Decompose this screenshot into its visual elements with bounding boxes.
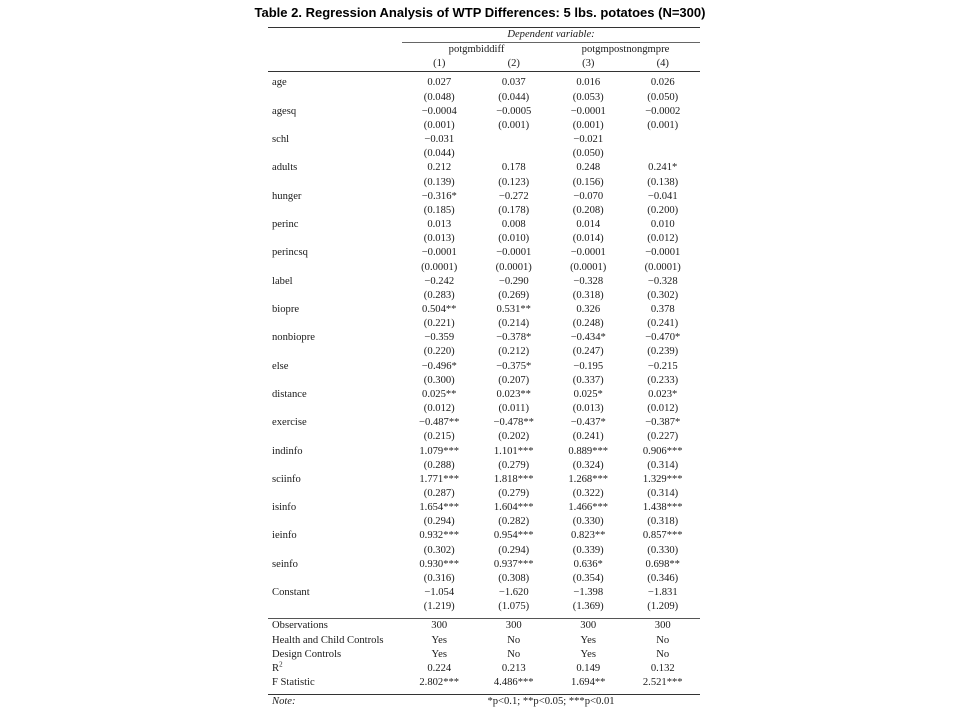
variable-label: else <box>272 360 289 372</box>
statistic-label <box>268 648 402 662</box>
statistic-row <box>268 648 700 662</box>
coefficient-cell: −0.0001 <box>496 247 532 259</box>
coefficient-cell: 0.212 <box>427 162 452 174</box>
coefficient-cell: 0.014 <box>576 219 601 231</box>
standard-error-cell: (0.123) <box>498 176 530 188</box>
statistic-label <box>268 662 402 676</box>
variable-label: nonbiopre <box>272 332 315 344</box>
coefficient-cell: −0.375* <box>496 360 532 372</box>
coefficient-row <box>268 445 700 459</box>
variable-label: label <box>272 275 293 287</box>
coefficient-cell: −0.328 <box>573 275 604 287</box>
statistic-label-text: F Statistic <box>272 677 315 689</box>
coefficient-cell: −0.437* <box>570 417 606 429</box>
significance-note: *p<0.1; **p<0.05; ***p<0.01 <box>402 695 700 710</box>
coefficient-row <box>268 529 700 543</box>
coefficient-cell <box>626 133 701 147</box>
standard-error-cell: (0.001) <box>647 119 679 131</box>
coefficient-cell: 0.025** <box>422 388 457 400</box>
standard-error-cell: (0.308) <box>498 572 530 584</box>
coefficient-cell: −0.021 <box>573 134 604 146</box>
dependent-name-1: potgmbiddiff <box>448 44 505 56</box>
header-blank <box>268 43 402 58</box>
standard-error-cell: (1.075) <box>498 601 530 613</box>
statistic-value: 0.132 <box>650 662 675 674</box>
coefficient-cell: 0.954*** <box>493 530 534 542</box>
standard-error-row <box>268 374 700 388</box>
variable-label: perinc <box>272 219 299 231</box>
coefficient-cell: 0.178 <box>501 162 526 174</box>
table-title: Table 2. Regression Analysis of WTP Differences: 5 lbs. potatoes (N=300) <box>254 5 706 20</box>
standard-error-row <box>268 515 700 529</box>
standard-error-cell <box>626 147 701 161</box>
statistic-value: 300 <box>626 619 701 634</box>
empty-label-cell <box>268 572 402 586</box>
coefficient-cell: −0.470* <box>645 332 681 344</box>
standard-error-row <box>268 289 700 303</box>
standard-error-cell: (1.369) <box>572 601 604 613</box>
coefficient-cell: 0.013 <box>427 219 452 231</box>
coefficient-cell: 0.248 <box>576 162 601 174</box>
coefficient-cell: −0.0001 <box>421 247 457 259</box>
standard-error-cell: (0.013) <box>572 403 604 415</box>
coefficient-cell: −0.378* <box>496 332 532 344</box>
variable-label: hunger <box>272 190 302 202</box>
standard-error-cell: (0.354) <box>572 572 604 584</box>
standard-error-cell: (0.282) <box>498 516 530 528</box>
standard-error-cell: (0.233) <box>647 374 679 386</box>
standard-error-cell: (0.283) <box>423 289 455 301</box>
standard-error-cell: (0.012) <box>647 403 679 415</box>
dependent-variable-header: Dependent variable: <box>402 28 700 43</box>
empty-label-cell <box>268 91 402 105</box>
standard-error-cell: (0.014) <box>572 233 604 245</box>
statistic-row <box>268 662 700 676</box>
coefficient-cell: 0.008 <box>501 219 526 231</box>
coefficient-cell: 0.326 <box>576 303 601 315</box>
coefficient-cell: −0.316* <box>421 190 457 202</box>
coefficient-cell: −0.328 <box>647 275 678 287</box>
standard-error-cell: (0.279) <box>498 488 530 499</box>
statistic-value: 300 <box>402 619 477 634</box>
coefficient-cell: −0.290 <box>498 275 529 287</box>
standard-error-cell: (0.241) <box>572 431 604 443</box>
coefficient-cell: 0.026 <box>650 77 675 89</box>
statistic-value: No <box>507 648 521 660</box>
standard-error-cell: (0.178) <box>498 204 530 216</box>
coefficient-cell: 1.329*** <box>642 473 683 485</box>
statistic-label-superscript: 2 <box>279 660 283 669</box>
coefficient-cell <box>477 133 552 147</box>
standard-error-cell: (0.294) <box>498 544 530 556</box>
coefficient-cell: 1.268*** <box>568 473 609 485</box>
statistic-label <box>268 676 402 690</box>
coefficient-cell: 0.636* <box>573 558 603 570</box>
coefficient-cell: −0.496* <box>421 360 457 372</box>
coefficient-rows <box>268 72 700 619</box>
standard-error-cell: (0.044) <box>423 148 455 160</box>
statistic-value: No <box>507 634 521 646</box>
coefficient-cell: 0.698** <box>645 558 680 570</box>
standard-error-cell: (0.185) <box>423 204 455 216</box>
statistic-value: 4.486*** <box>493 677 534 689</box>
statistic-value: 0.213 <box>501 662 526 674</box>
coefficient-row <box>268 190 700 204</box>
coefficient-row <box>268 218 700 232</box>
coefficient-row <box>268 501 700 515</box>
standard-error-row <box>268 544 700 558</box>
coefficient-cell: −0.478** <box>493 417 534 429</box>
standard-error-cell: (0.318) <box>647 516 679 528</box>
coefficient-row <box>268 275 700 289</box>
coefficient-cell: 1.438*** <box>642 502 683 514</box>
standard-error-row <box>268 119 700 133</box>
coefficient-cell: −0.0005 <box>496 105 532 117</box>
empty-label-cell <box>268 261 402 275</box>
coefficient-row <box>268 303 700 317</box>
variable-label: ieinfo <box>272 530 297 542</box>
standard-error-cell: (0.279) <box>498 459 530 471</box>
standard-error-cell: (0.0001) <box>421 261 458 273</box>
coefficient-cell: 1.466*** <box>568 502 609 514</box>
statistic-label-text: R <box>272 662 280 674</box>
coefficient-cell: 0.023* <box>648 388 678 400</box>
coefficient-row <box>268 558 700 572</box>
coefficient-cell: 1.771*** <box>419 473 460 485</box>
coefficient-cell: 0.023** <box>496 388 531 400</box>
standard-error-cell: (0.214) <box>498 318 530 330</box>
empty-label-cell <box>268 289 402 303</box>
coefficient-cell: −0.215 <box>647 360 678 372</box>
standard-error-row <box>268 176 700 190</box>
coefficient-cell: 0.016 <box>576 77 601 89</box>
column-number: (4) <box>626 57 701 72</box>
empty-label-cell <box>268 232 402 246</box>
statistic-row <box>268 619 700 634</box>
empty-label-cell <box>268 119 402 133</box>
coefficient-row <box>268 76 700 90</box>
coefficient-cell: −0.387* <box>645 417 681 429</box>
coefficient-cell: −0.487** <box>419 417 460 429</box>
note-label: Note: <box>268 695 402 710</box>
standard-error-row <box>268 232 700 246</box>
standard-error-row <box>268 402 700 416</box>
coefficient-cell: 0.378 <box>650 303 675 315</box>
standard-error-cell: (0.010) <box>498 233 530 245</box>
statistic-label-text: Observations <box>272 620 328 632</box>
coefficient-cell: 0.932*** <box>419 530 460 542</box>
standard-error-cell: (0.227) <box>647 431 679 443</box>
coefficient-cell: 1.101*** <box>493 445 534 457</box>
coefficient-cell: 0.930*** <box>419 558 460 570</box>
coefficient-cell: −0.0001 <box>645 247 681 259</box>
standard-error-cell: (0.0001) <box>495 261 532 273</box>
coefficient-cell: −0.195 <box>573 360 604 372</box>
standard-error-cell: (0.302) <box>423 544 455 556</box>
coefficient-cell: 0.241* <box>648 162 678 174</box>
variable-label: schl <box>272 134 290 146</box>
standard-error-cell: (0.322) <box>572 488 604 499</box>
variable-label: age <box>272 77 287 89</box>
standard-error-row <box>268 430 700 444</box>
statistic-label-text: Design Controls <box>272 648 342 660</box>
standard-error-cell: (0.053) <box>572 91 604 103</box>
table-footer <box>268 695 700 710</box>
standard-error-cell: (0.001) <box>572 119 604 131</box>
coefficient-cell: 1.818*** <box>493 473 534 485</box>
statistic-label <box>268 634 402 648</box>
coefficient-row <box>268 161 700 175</box>
header-blank <box>268 57 402 72</box>
statistic-label-text: Health and Child Controls <box>272 634 384 646</box>
coefficient-cell: −0.0001 <box>570 247 606 259</box>
column-number: (2) <box>477 57 552 72</box>
coefficient-cell: −1.054 <box>424 587 455 599</box>
standard-error-cell: (0.139) <box>423 176 455 188</box>
coefficient-row <box>268 473 700 487</box>
standard-error-cell: (1.209) <box>647 601 679 613</box>
standard-error-cell: (0.239) <box>647 346 679 358</box>
standard-error-cell: (0.212) <box>498 346 530 358</box>
statistic-value: Yes <box>580 634 596 646</box>
statistic-value: 2.802*** <box>419 677 460 689</box>
empty-label-cell <box>268 317 402 331</box>
coefficient-cell: 0.937*** <box>493 558 534 570</box>
coefficient-cell: 0.010 <box>650 219 675 231</box>
standard-error-cell: (0.011) <box>498 403 529 415</box>
standard-error-cell: (0.050) <box>647 91 679 103</box>
coefficient-row <box>268 360 700 374</box>
standard-error-cell: (0.330) <box>572 516 604 528</box>
standard-error-cell: (0.013) <box>423 233 455 245</box>
coefficient-cell: −0.0002 <box>645 105 681 117</box>
standard-error-cell: (0.318) <box>572 289 604 301</box>
coefficient-row <box>268 416 700 430</box>
standard-error-cell: (0.048) <box>423 91 455 103</box>
empty-label-cell <box>268 544 402 558</box>
standard-error-cell: (0.287) <box>423 488 455 499</box>
empty-label-cell <box>268 515 402 529</box>
statistic-value: 1.694** <box>571 677 606 689</box>
statistic-row <box>268 634 700 648</box>
standard-error-cell: (0.202) <box>498 431 530 443</box>
coefficient-cell: −0.031 <box>424 134 455 146</box>
standard-error-cell: (0.288) <box>423 459 455 471</box>
variable-label: biopre <box>272 303 300 315</box>
variable-label: seinfo <box>272 558 298 570</box>
statistic-value: No <box>656 648 670 660</box>
empty-label-cell <box>268 430 402 444</box>
standard-error-cell: (0.314) <box>647 488 679 499</box>
standard-error-cell: (0.248) <box>572 318 604 330</box>
coefficient-cell: −0.242 <box>424 275 455 287</box>
statistic-value: Yes <box>431 648 447 660</box>
statistic-value: 2.521*** <box>642 677 683 689</box>
standard-error-cell: (0.207) <box>498 374 530 386</box>
variable-label: agesq <box>272 105 297 117</box>
statistic-value: 300 <box>551 619 626 634</box>
statistic-value: 300 <box>477 619 552 634</box>
coefficient-cell: 0.027 <box>427 77 452 89</box>
standard-error-cell: (0.300) <box>423 374 455 386</box>
coefficient-cell: −0.0004 <box>421 105 457 117</box>
coefficient-cell: −0.359 <box>424 332 455 344</box>
empty-label-cell <box>268 147 402 161</box>
dependent-name-2: potgmpostnongmpre <box>581 44 670 56</box>
empty-label-cell <box>268 374 402 388</box>
empty-label-cell <box>268 402 402 416</box>
coefficient-cell: 0.531** <box>496 303 531 315</box>
statistic-value: Yes <box>580 648 596 660</box>
coefficient-cell: 1.079*** <box>419 445 460 457</box>
coefficient-cell: −0.070 <box>573 190 604 202</box>
standard-error-cell: (0.302) <box>647 289 679 301</box>
standard-error-row <box>268 91 700 105</box>
empty-label-cell <box>268 176 402 190</box>
variable-label: sciinfo <box>272 473 301 485</box>
statistic-label <box>268 619 402 634</box>
table-header <box>268 28 700 72</box>
standard-error-cell: (0.269) <box>498 289 530 301</box>
variable-label: isinfo <box>272 502 297 514</box>
column-number: (3) <box>551 57 626 72</box>
standard-error-cell: (0.339) <box>572 544 604 556</box>
variable-label: perincsq <box>272 247 308 259</box>
coefficient-cell: −0.272 <box>498 190 529 202</box>
coefficient-cell: 0.823** <box>571 530 606 542</box>
standard-error-cell: (0.001) <box>498 119 530 131</box>
standard-error-cell: (0.324) <box>572 459 604 471</box>
statistic-value: 0.224 <box>427 662 452 674</box>
standard-error-cell: (0.208) <box>572 204 604 216</box>
standard-error-cell: (0.337) <box>572 374 604 386</box>
coefficient-cell: 0.906*** <box>642 445 683 457</box>
standard-error-cell: (0.221) <box>423 318 455 330</box>
standard-error-cell: (0.156) <box>572 176 604 188</box>
standard-error-row <box>268 204 700 218</box>
coefficient-cell: 0.025* <box>573 388 603 400</box>
standard-error-row <box>268 345 700 359</box>
standard-error-row <box>268 147 700 161</box>
variable-label: distance <box>272 388 307 400</box>
coefficient-cell: 0.857*** <box>642 530 683 542</box>
standard-error-cell: (0.330) <box>647 544 679 556</box>
standard-error-cell: (1.219) <box>423 601 455 613</box>
coefficient-row <box>268 586 700 600</box>
standard-error-cell: (0.346) <box>647 572 679 584</box>
standard-error-cell: (0.294) <box>423 516 455 528</box>
standard-error-cell: (0.012) <box>423 403 455 415</box>
standard-error-row <box>268 261 700 275</box>
variable-label: Constant <box>272 587 310 599</box>
standard-error-cell: (0.001) <box>423 119 455 131</box>
coefficient-cell: −0.434* <box>570 332 606 344</box>
coefficient-row <box>268 331 700 345</box>
standard-error-cell: (0.247) <box>572 346 604 358</box>
standard-error-cell: (0.314) <box>647 459 679 471</box>
standard-error-row <box>268 572 700 586</box>
standard-error-cell: (0.220) <box>423 346 455 358</box>
standard-error-cell: (0.138) <box>647 176 679 188</box>
coefficient-row <box>268 246 700 260</box>
empty-label-cell <box>268 487 402 501</box>
coefficient-row <box>268 105 700 119</box>
standard-error-cell <box>477 147 552 161</box>
standard-error-cell: (0.012) <box>647 233 679 245</box>
coefficient-row <box>268 133 700 147</box>
statistic-value: Yes <box>431 634 447 646</box>
coefficient-cell: 0.889*** <box>568 445 609 457</box>
coefficient-cell: 0.504** <box>422 303 457 315</box>
standard-error-row <box>268 317 700 331</box>
standard-error-cell: (0.0001) <box>644 261 681 273</box>
empty-label-cell <box>268 204 402 218</box>
variable-label: adults <box>272 162 298 174</box>
standard-error-cell: (0.044) <box>498 91 530 103</box>
coefficient-row <box>268 388 700 402</box>
standard-error-cell: (0.215) <box>423 431 455 443</box>
standard-error-cell: (0.0001) <box>570 261 607 273</box>
variable-label: indinfo <box>272 445 303 457</box>
coefficient-cell: 0.037 <box>501 77 526 89</box>
standard-error-row <box>268 600 700 614</box>
coefficient-cell: 1.604*** <box>493 502 534 514</box>
statistic-value: 0.149 <box>576 662 601 674</box>
empty-label-cell <box>268 600 402 614</box>
standard-error-cell: (0.316) <box>423 572 455 584</box>
column-number: (1) <box>402 57 477 72</box>
coefficient-cell: −0.0001 <box>570 105 606 117</box>
statistic-row <box>268 676 700 690</box>
standard-error-row <box>268 487 700 501</box>
coefficient-cell: −1.398 <box>573 587 604 599</box>
summary-statistics <box>268 619 700 695</box>
statistic-value: No <box>656 634 670 646</box>
coefficient-cell: 1.654*** <box>419 502 460 514</box>
standard-error-cell: (0.200) <box>647 204 679 216</box>
coefficient-cell: −1.620 <box>498 587 529 599</box>
empty-label-cell <box>268 459 402 473</box>
header-blank <box>268 28 402 43</box>
standard-error-row <box>268 459 700 473</box>
standard-error-cell: (0.050) <box>572 148 604 160</box>
empty-label-cell <box>268 345 402 359</box>
coefficient-cell: −0.041 <box>647 190 678 202</box>
variable-label: exercise <box>272 417 307 429</box>
regression-table <box>268 27 700 709</box>
standard-error-cell: (0.241) <box>647 318 679 330</box>
coefficient-cell: −1.831 <box>647 587 678 599</box>
